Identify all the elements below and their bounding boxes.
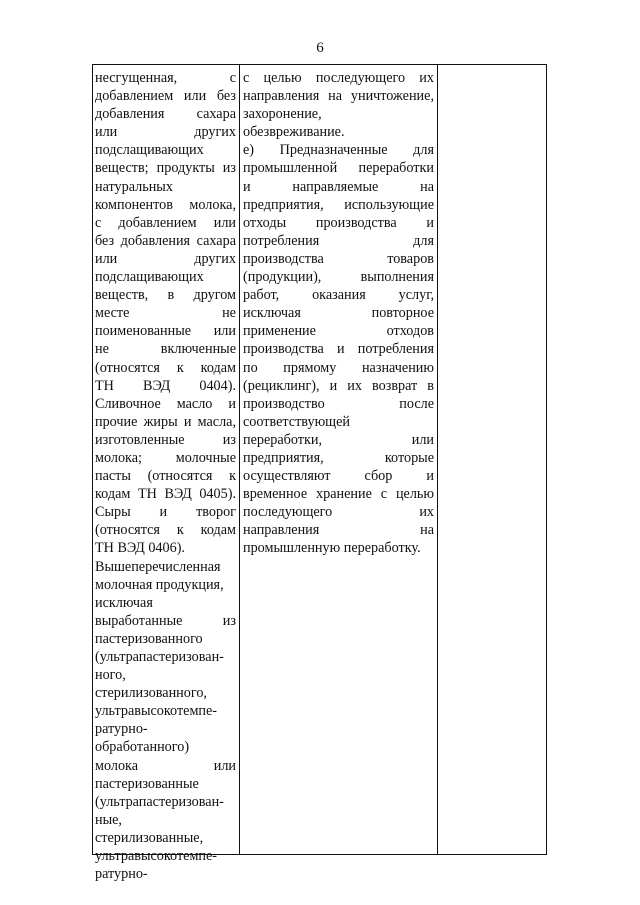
table-cell-product-description [95, 69, 236, 883]
text-line: ные, [95, 811, 122, 828]
text-line: с целью последующего их [243, 70, 434, 86]
text-line: исключая повторное [243, 305, 434, 322]
page-number: 6 [316, 40, 324, 56]
text-line: стерилизованного, [95, 685, 207, 702]
table-cell-purpose-description [243, 69, 434, 558]
text-line: переработки, или [243, 431, 434, 448]
text-line: без добавления сахара [95, 232, 236, 249]
text-line: ТН ВЭД 0406). [95, 540, 185, 557]
text-line: веществ; продукты из [95, 160, 236, 177]
text-line: направления на уничтожение, [243, 88, 434, 105]
text-line: ТН ВЭД 0404). [95, 377, 236, 394]
text-line: пасты (относятся к [95, 468, 236, 485]
text-line: промышленной переработки [243, 160, 434, 177]
text-line: предприятия, использующие [243, 196, 434, 213]
text-line: (ультрапастеризован- [95, 649, 224, 665]
text-line: обезвреживание. [243, 124, 345, 141]
text-line: последующего их [243, 504, 434, 521]
text-line: месте не [95, 305, 236, 322]
text-line: и направляемые на [243, 178, 434, 195]
text-line: (относятся к кодам [95, 522, 236, 539]
text-line: не включенные [95, 341, 236, 358]
text-line: промышленную переработку. [243, 540, 421, 557]
text-line: подслащивающих [95, 269, 204, 286]
text-line: прочие жиры и масла, [95, 413, 236, 430]
text-line: осуществляют сбор и [243, 468, 434, 485]
text-line: производство после [243, 395, 434, 412]
text-line: ультравысокотемпе- [95, 703, 218, 720]
text-line: ратурно- [95, 721, 148, 738]
text-line: (продукции), выполнения [243, 269, 434, 286]
text-line: выработанные из [95, 612, 236, 629]
text-line: е) Предназначенные для [243, 142, 434, 159]
text-line: стерилизованные, [95, 829, 204, 846]
text-line: молока; молочные [95, 449, 236, 466]
text-line: отходы производства и [243, 214, 434, 231]
text-line: производства и потребления [243, 341, 434, 358]
text-line: молочная продукция, [95, 576, 224, 593]
text-line: (ультрапастеризован- [95, 793, 224, 810]
text-line: поименованные или [95, 323, 236, 340]
text-line: по прямому назначению [243, 359, 434, 376]
text-line: изготовленные из [95, 431, 236, 448]
text-line: обработанного) [95, 739, 190, 756]
text-line: соответствующей [243, 413, 351, 430]
text-line: или других [95, 124, 236, 141]
text-line: Сыры и творог [95, 504, 236, 521]
column-divider [437, 65, 438, 854]
text-line: направления на [243, 522, 434, 539]
text-line: или других [95, 250, 236, 267]
text-line: потребления для [243, 232, 434, 249]
text-line: временное хранение с целью [243, 486, 434, 503]
text-line: ратурно- [95, 866, 148, 883]
text-line: исключая [95, 594, 153, 611]
text-line: ультравысокотемпе- [95, 848, 218, 865]
text-line: молока или [95, 757, 236, 774]
text-line: ного, [95, 667, 126, 684]
text-line: (относятся к кодам [95, 359, 236, 376]
text-line: предприятия, которые [243, 449, 434, 466]
text-line: Вышеперечисленная [95, 558, 221, 575]
text-line: Сливочное масло и [95, 395, 236, 412]
text-line: несгущенная, с [95, 70, 236, 86]
text-line: подслащивающих [95, 142, 204, 159]
column-divider [239, 65, 240, 854]
text-line: натуральных [95, 178, 173, 195]
text-line: захоронение, [243, 106, 322, 123]
text-line: с добавлением или [95, 214, 236, 231]
text-line: кодам ТН ВЭД 0405). [95, 486, 236, 503]
text-line: пастеризованного [95, 630, 203, 647]
text-line: добавлением или без [95, 88, 236, 105]
text-line: (рециклинг), и их возврат в [243, 377, 434, 394]
text-line: работ, оказания услуг, [243, 287, 434, 304]
text-line: применение отходов [243, 323, 434, 340]
document-table [92, 64, 547, 883]
text-line: производства товаров [243, 250, 434, 267]
text-line: пастеризованные [95, 775, 199, 792]
text-line: добавления сахара [95, 106, 236, 123]
text-line: веществ, в другом [95, 287, 236, 304]
text-line: компонентов молока, [95, 196, 236, 213]
